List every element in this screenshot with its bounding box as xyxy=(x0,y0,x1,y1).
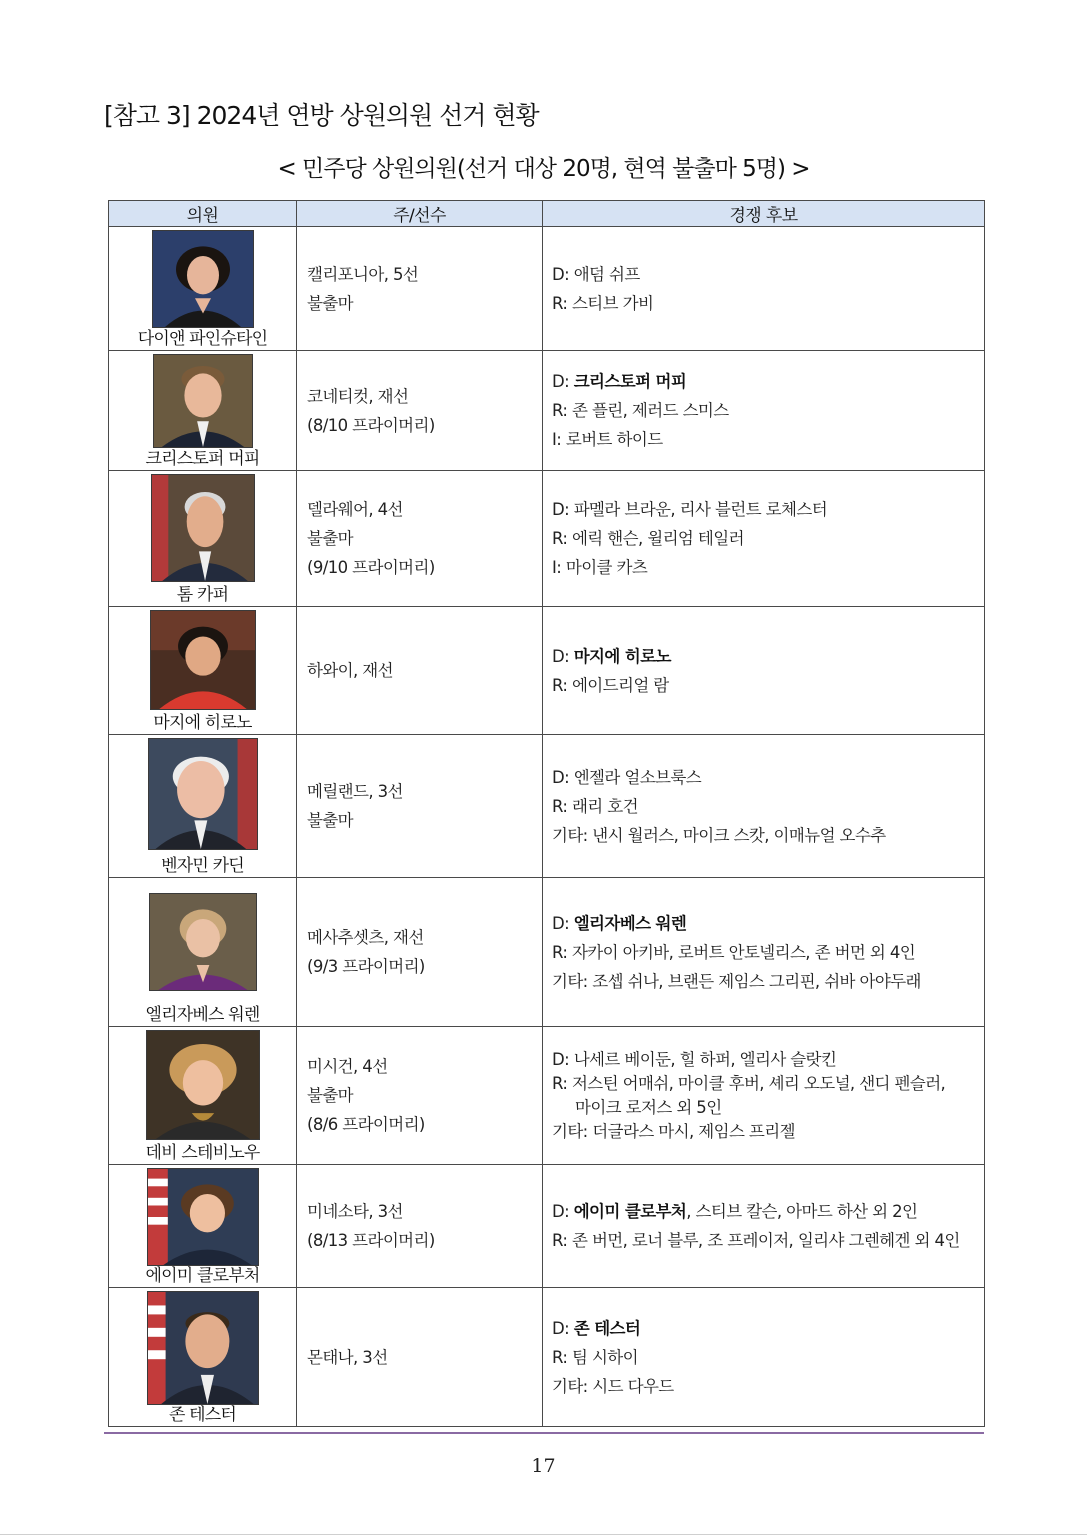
page-number: 17 xyxy=(531,1455,556,1477)
state-cell xyxy=(297,1165,543,1288)
senator-cell xyxy=(109,1165,297,1288)
party-label: R: xyxy=(552,942,572,962)
header-state: 주/선수 xyxy=(297,201,543,227)
candidate-names: 나세르 베이둔, 힐 하퍼, 엘리사 슬랏킨 xyxy=(573,1049,837,1069)
candidate-line xyxy=(552,553,978,582)
page-title: [참고 3] 2024년 연방 상원의원 선거 현황 xyxy=(104,101,539,130)
candidates-cell xyxy=(543,1288,985,1427)
footer-divider xyxy=(104,1432,984,1434)
table-header-row xyxy=(109,201,985,227)
incumbent-name: 존 테스터 xyxy=(573,1318,641,1338)
candidate-names: 래리 호건 xyxy=(571,796,638,816)
senator-photo xyxy=(151,474,255,582)
party-label: 기타: xyxy=(552,1121,593,1141)
candidate-line xyxy=(552,642,978,671)
candidates-cell xyxy=(543,1165,985,1288)
candidate-names: 시드 다우드 xyxy=(592,1376,674,1396)
party-label: R: xyxy=(552,1073,572,1093)
candidate-names: , 스티브 칼슨, 아마드 하산 외 2인 xyxy=(686,1202,918,1221)
state-line: (8/6 프라이머리) xyxy=(307,1115,425,1134)
table-row xyxy=(109,735,985,878)
state-cell xyxy=(297,1288,543,1427)
senator-photo xyxy=(146,1030,260,1140)
party-label: R: xyxy=(552,675,572,695)
senator-photo xyxy=(150,610,256,710)
candidates-cell xyxy=(543,878,985,1027)
candidate-line xyxy=(552,1226,978,1255)
candidate-names: 마이클 카츠 xyxy=(565,558,648,577)
candidate-line xyxy=(552,260,978,289)
state-cell xyxy=(297,607,543,735)
candidate-line xyxy=(552,909,978,938)
senator-name: 엘리자베스 워렌 xyxy=(145,1005,260,1025)
senator-cell xyxy=(109,878,297,1027)
senator-cell xyxy=(109,607,297,735)
state-cell xyxy=(297,351,543,471)
senator-photo xyxy=(149,893,257,991)
candidate-line xyxy=(552,1120,978,1144)
state-line: (9/3 프라이머리) xyxy=(307,957,425,976)
state-line: (8/10 프라이머리) xyxy=(307,415,435,435)
state-line: 하와이, 재선 xyxy=(307,661,393,680)
candidate-names: 에릭 핸슨, 윌리엄 테일러 xyxy=(571,529,744,548)
table-row xyxy=(109,878,985,1027)
table-row xyxy=(109,471,985,607)
candidate-line xyxy=(552,792,978,821)
party-label: D: xyxy=(552,913,574,933)
candidate-names: 존 플린, 제러드 스미스 xyxy=(571,401,729,420)
candidate-line xyxy=(552,396,978,425)
candidate-line xyxy=(552,763,978,792)
candidate-names: 조셉 쉬나, 브랜든 제임스 그리핀, 쉬바 아야두래 xyxy=(592,971,921,991)
candidate-names: 로버트 하이드 xyxy=(565,430,663,449)
candidate-names: 파멜라 브라운, 리사 블런트 로체스터 xyxy=(573,500,828,519)
candidate-line xyxy=(552,367,978,396)
candidate-names: 애덤 쉬프 xyxy=(573,264,640,284)
candidate-names: 엔젤라 얼소브룩스 xyxy=(573,767,702,787)
state-line: 불출마 xyxy=(307,529,354,548)
candidates-cell xyxy=(543,1027,985,1165)
candidate-line xyxy=(552,425,978,454)
candidate-line xyxy=(552,967,978,996)
state-cell xyxy=(297,878,543,1027)
party-label: R: xyxy=(552,293,572,313)
table-row xyxy=(109,351,985,471)
party-label: 기타: xyxy=(552,971,593,991)
candidate-line xyxy=(552,671,978,700)
senator-photo xyxy=(148,738,258,850)
incumbent-name: 크리스토퍼 머피 xyxy=(573,372,687,391)
senator-name: 마지에 히로노 xyxy=(153,713,252,733)
header-candidates: 경쟁 후보 xyxy=(543,201,985,227)
senator-cell xyxy=(109,351,297,471)
senator-name: 다이앤 파인슈타인 xyxy=(137,329,268,349)
party-label: 기타: xyxy=(552,1376,593,1396)
state-cell xyxy=(297,227,543,351)
candidates-cell xyxy=(543,227,985,351)
senator-name: 존 테스터 xyxy=(168,1405,237,1425)
party-label: I: xyxy=(552,558,566,577)
table-row xyxy=(109,1288,985,1427)
party-label: R: xyxy=(552,401,572,420)
party-label: 기타: xyxy=(552,825,593,845)
senator-cell xyxy=(109,227,297,351)
party-label: D: xyxy=(552,264,574,284)
senator-name: 톰 카퍼 xyxy=(176,585,229,605)
candidate-names: 더글라스 마시, 제임스 프리젤 xyxy=(592,1121,795,1141)
candidate-line xyxy=(552,524,978,553)
senator-cell xyxy=(109,1027,297,1165)
party-label: R: xyxy=(552,1231,572,1250)
state-cell xyxy=(297,471,543,607)
candidate-names: 존 버먼, 로너 블루, 조 프레이저, 일리샤 그렌헤겐 외 4인 xyxy=(571,1231,960,1250)
state-cell xyxy=(297,1027,543,1165)
state-line: 몬태나, 3선 xyxy=(307,1347,388,1367)
state-line: 불출마 xyxy=(307,1086,354,1105)
state-line: 불출마 xyxy=(307,293,354,313)
senator-cell xyxy=(109,471,297,607)
party-label: D: xyxy=(552,372,574,391)
state-line: 미시건, 4선 xyxy=(307,1057,388,1076)
table-row xyxy=(109,607,985,735)
table-caption: < 민주당 상원의원(선거 대상 20명, 현역 불출마 5명) > xyxy=(277,156,810,182)
candidate-line xyxy=(552,1314,978,1343)
candidate-names: 낸시 월러스, 마이크 스캇, 이매뉴얼 오수추 xyxy=(592,825,886,845)
candidate-line xyxy=(552,1048,978,1072)
candidate-names: 저스틴 어매쉬, 마이클 후버, 셰리 오도널, 샌디 펜슬러, xyxy=(571,1073,946,1093)
party-label: D: xyxy=(552,646,574,666)
candidate-line xyxy=(552,495,978,524)
party-label: D: xyxy=(552,767,574,787)
state-line: 델라웨어, 4선 xyxy=(307,500,403,519)
senator-table xyxy=(108,200,985,1427)
table-row xyxy=(109,1027,985,1165)
candidate-names: 팀 시하이 xyxy=(571,1347,638,1367)
incumbent-name: 마지에 히로노 xyxy=(573,646,671,666)
page-edge-divider xyxy=(0,1534,1087,1535)
state-cell xyxy=(297,735,543,878)
party-label: D: xyxy=(552,1318,574,1338)
state-line: 불출마 xyxy=(307,811,354,830)
party-label: D: xyxy=(552,1049,574,1069)
state-line: (9/10 프라이머리) xyxy=(307,558,435,577)
candidates-cell xyxy=(543,471,985,607)
candidate-line xyxy=(552,1343,978,1372)
senator-photo xyxy=(153,354,253,448)
candidates-cell xyxy=(543,735,985,878)
table-row xyxy=(109,1165,985,1288)
party-label: D: xyxy=(552,500,574,519)
incumbent-name: 에이미 클로부처 xyxy=(573,1202,687,1221)
state-line: 메릴랜드, 3선 xyxy=(307,782,403,801)
candidate-line xyxy=(552,821,978,850)
candidate-names: 에이드리얼 람 xyxy=(571,675,669,695)
header-senator: 의원 xyxy=(109,201,297,227)
candidate-names: 스티브 가비 xyxy=(571,293,654,313)
party-label: R: xyxy=(552,796,572,816)
candidate-names: 자카이 아키바, 로버트 안토넬리스, 존 버먼 외 4인 xyxy=(571,942,916,962)
candidate-line xyxy=(552,938,978,967)
candidate-line xyxy=(552,1072,978,1120)
state-line: 미네소타, 3선 xyxy=(307,1202,403,1221)
senator-photo xyxy=(147,1168,259,1266)
party-label: R: xyxy=(552,529,572,548)
party-label: R: xyxy=(552,1347,572,1367)
state-line: 코네티컷, 재선 xyxy=(307,386,409,406)
candidate-line xyxy=(552,289,978,318)
state-line: 캘리포니아, 5선 xyxy=(307,264,419,284)
senator-cell xyxy=(109,1288,297,1427)
incumbent-name: 엘리자베스 워렌 xyxy=(573,913,687,933)
table-row xyxy=(109,227,985,351)
party-label: I: xyxy=(552,430,566,449)
senator-name: 에이미 클로부처 xyxy=(145,1266,260,1286)
party-label: D: xyxy=(552,1202,574,1221)
candidate-line xyxy=(552,1197,978,1226)
state-line: 메사추셋츠, 재선 xyxy=(307,928,424,947)
state-line: (8/13 프라이머리) xyxy=(307,1231,435,1250)
senator-photo xyxy=(152,230,254,328)
senator-name: 데비 스테비노우 xyxy=(145,1143,260,1163)
senator-name: 크리스토퍼 머피 xyxy=(145,449,260,469)
candidates-cell xyxy=(543,607,985,735)
candidates-cell xyxy=(543,351,985,471)
candidate-line xyxy=(552,1372,978,1401)
candidate-names-continued: 마이크 로저스 외 5인 xyxy=(575,1097,722,1117)
senator-name: 벤자민 카딘 xyxy=(161,856,244,876)
senator-cell xyxy=(109,735,297,878)
senator-photo xyxy=(147,1291,259,1405)
